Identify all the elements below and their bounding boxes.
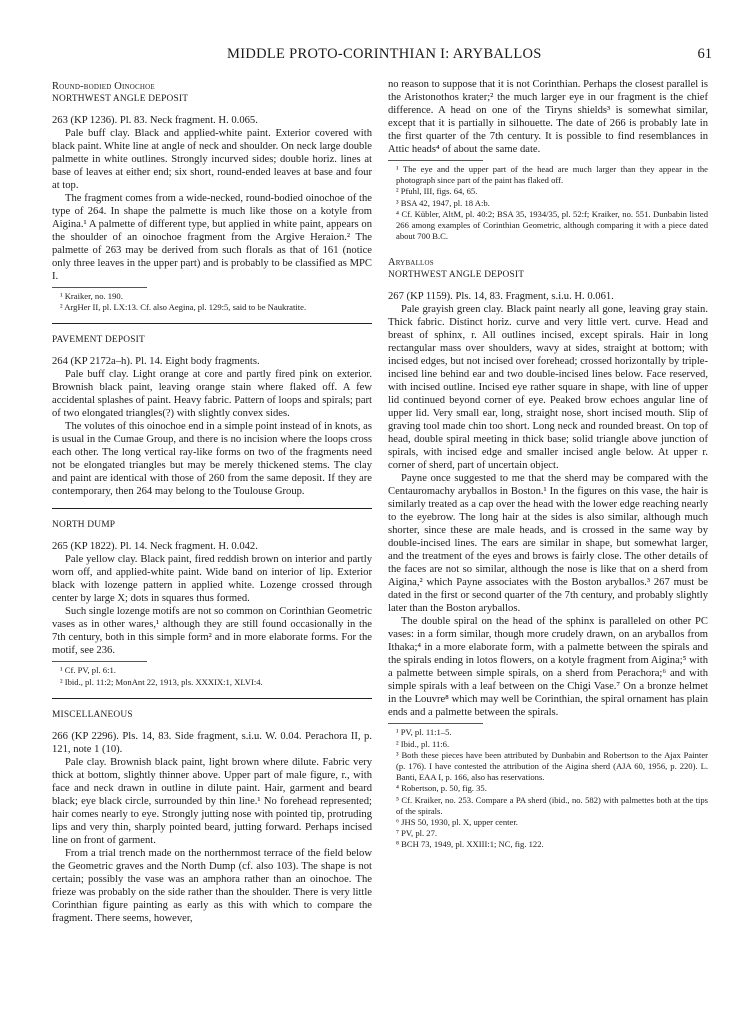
deposit-heading: NORTHWEST ANGLE DEPOSIT (52, 94, 189, 104)
footnote: ² ArgHer II, pl. LX:13. Cf. also Aegina, pl. 129:5, said to be Naukratite. (60, 302, 307, 313)
footnote: ⁸ BCH 73, 1949, pl. XXIII:1; NC, fig. 122. (396, 839, 544, 850)
footnote: ³ BSA 42, 1947, pl. 18 A:b. (396, 197, 490, 208)
divider (52, 323, 372, 324)
divider (52, 508, 372, 509)
divider (52, 698, 372, 699)
footnote: ¹ PV, pl. 11:1–5. (396, 727, 452, 738)
left-column (52, 80, 372, 925)
deposit-heading: MISCELLANEOUS (52, 709, 133, 720)
paragraph: Such single lozenge motifs are not so common on Corinthian Geometric vases as in other wares,¹ although they are still found occasionally in the 7th century, both in this simple form² and in more elaborate forms. For the motif, see 236. (52, 606, 372, 657)
paragraph: The volutes of this oinochoe end in a simple point instead of in knots, as is usual in the Cumae Group, and there is no incision where the loops cross each other. The long vertical ray-like forms on two of the fragments need not be elongated triangles but may be merely thickened stems. The clay and paint are identical with those of 260 from the same deposit. If they are contemporary, then 264 may belong to the Toulouse Group. (52, 421, 372, 498)
running-header (52, 46, 712, 66)
footnote: ² Ibid., pl. 11:6. (396, 738, 450, 749)
footnote: ⁴ Cf. Kübler, AltM, pl. 40:2; BSA 35, 1934/35, pl. 52:f; Kraiker, no. 551. Dunbabin listed 266 among examples of Corinthian Geometric, although comparing it with a piece dated about 700 B.C. (396, 208, 708, 242)
paragraph: The double spiral on the head of the sphinx is paralleled on other PC vases: in a form similar, though more crudely drawn, on an aryballos from Ithaka;⁴ in a more elaborate form, with a palmette between the spirals and the spirals ending in lotos flowers, on a kotyle fragment from Aigina;⁵ with a palmette between simple spirals, on a sherd from Perachora;⁶ and with simple spirals with a leaf between on the Chigi Vase.⁷ On a bronze helmet in the Louvre⁸ which may well be Corinthian, the spiral ornament has plain ends and a palmette between the spirals. (388, 616, 708, 719)
footnote: ² Pfuhl, III, figs. 64, 65. (396, 186, 478, 197)
deposit-heading: PAVEMENT DEPOSIT (52, 335, 145, 346)
footnote: ² Ibid., pl. 11:2; MonAnt 22, 1913, pls. XXXIX:1, XLVI:4. (60, 676, 263, 687)
section-heading: Round-bodied Oinochoe (52, 81, 155, 92)
running-title: MIDDLE PROTO-CORINTHIAN I: ARYBALLOS (227, 46, 542, 62)
footnote-rule (52, 661, 147, 662)
footnote: ⁵ Cf. Kraiker, no. 253. Compare a PA sherd (ibid., no. 582) with palmettes both at the tips of the spirals. (396, 794, 708, 816)
page-number: 61 (697, 46, 712, 62)
footnote: ¹ The eye and the upper part of the head are much larger than they appear in the photograph since part of the paint has flaked off. (396, 164, 708, 186)
footnote-rule (388, 723, 483, 724)
entry-heading: 267 (KP 1159). Pls. 14, 83. Fragment, s.i.u. H. 0.061. (388, 291, 614, 303)
footnote: ⁷ PV, pl. 27. (396, 828, 438, 839)
paragraph: Pale buff clay. Black and applied-white paint. Exterior covered with black paint. White line at angle of neck and shoulder. On neck large double palmette in white outlines. Strongly incurved sides; double horiz. lines at base of leaves at either end; six short, round-ended leaves at base and four at top. (52, 128, 372, 191)
paragraph: Pale yellow clay. Black paint, fired reddish brown on interior and partly worn off, and applied-white paint. Wide band on interior of lip. Exterior black with lozenge pattern in applied white. Lozenge crossed through center by large X; dots in squares thus formed. (52, 554, 372, 605)
paragraph: From a trial trench made on the northernmost terrace of the field below the Geometric graves and the North Dump (cf. also 103). The shape is not certain; possibly the vase was an amphora rather than an oinochoe. The frieze was probably on the side rather than the shoulder. There is very little Corinthian figure painting as early as this with which to compare the fragment. There seems, however, (52, 847, 372, 924)
deposit-heading: NORTH DUMP (52, 520, 116, 531)
paragraph: Pale clay. Brownish black paint, light brown where dilute. Fabric very thick at bottom, slightly thinner above. Upper part of male figure, r., with face and neck drawn in outline in dilute paint. Hair, garment and beard black; eye black circle, surrounded by thin line.¹ No forehead represented; hair comes nearly to eye. Strongly jutting nose with pointed tip, protruding lips and very thin, sharply pointed beard, jutting forward. Perhaps incised line on front of garment. (52, 756, 372, 846)
right-column (388, 78, 708, 851)
footnote-rule (52, 287, 147, 288)
deposit-heading: NORTHWEST ANGLE DEPOSIT (388, 270, 525, 281)
footnote: ⁶ JHS 50, 1930, pl. X, upper center. (396, 817, 518, 828)
paragraph: Payne once suggested to me that the sherd may be compared with the Centauromachy aryballos in Boston.¹ In the figures on this vase, the hair is similarly treated as a cap over the head with the lower edge reaching nearly to the eyebrow. The long hair at the sides is also similar, although much shorter, since these are male heads, and is crossed in the same way by double-incised lines. The ears are similar in shape, but somewhat larger, and the treatment of the eyes and brows is fairly close. The other details of the faces are not so similar, although the nose is like that on a sherd from Aigina,² which Payne associates with the Boston aryballos.³ 267 must be dated in the first or second quarter of the 7th century, and probably slightly later than the Boston aryballos. (388, 473, 708, 615)
footnote: ⁴ Robertson, p. 50, fig. 35. (396, 783, 487, 794)
paragraph: no reason to suppose that it is not Corinthian. Perhaps the closest parallel is the Aristonothos krater;² the much larger eye in our fragment is the chief difference. A head on one of the Tiryns shields³ is somewhat similar, except that it is partially in silhouette. The date of 266 is probably late in the first quarter of the 7th century. It is possible to find resemblances in Attic heads⁴ of about the same date. (388, 79, 708, 155)
footnote: ¹ Cf. PV, pl. 6:1. (60, 665, 116, 676)
entry-heading: 266 (KP 2296). Pls. 14, 83. Side fragment, s.i.u. W. 0.04. Perachora II, p. 121, note 1 (10). (52, 730, 372, 755)
entry-heading: 263 (KP 1236). Pl. 83. Neck fragment. H. 0.065. (52, 115, 258, 126)
entry-heading: 264 (KP 2172a–h). Pl. 14. Eight body fragments. (52, 356, 260, 368)
section-heading: Aryballos (388, 257, 434, 269)
entry-heading: 265 (KP 1822). Pl. 14. Neck fragment. H. 0.042. (52, 541, 258, 553)
footnote: ¹ Kraiker, no. 190. (60, 291, 123, 301)
paragraph: Pale buff clay. Light orange at core and partly fired pink on exterior. Brownish black paint, leaving orange stain where flaked off. A few accidental splashes of paint. Heavy fabric. Pattern of loops and spirals; part of two elongated triangles(?) with slightly convex sides. (52, 369, 372, 420)
footnote: ³ Both these pieces have been attributed by Dunbabin and Robertson to the Ajax Painter (p. 176). I have contested the attribution of the Aigina sherd (AJA 60, 1956, p. 220). L. Banti, EAA I, p. 166, also has reservations. (396, 749, 708, 783)
footnote-rule (388, 160, 483, 161)
paragraph: Pale grayish green clay. Black paint nearly all gone, leaving gray stain. Thick fabric. Distinct horiz. curve and very little vert. curve. Head and breast of sphinx, r. All outlines incised, except spirals. Hair in long rectangular mass over shoulders, wavy at sides, straight at bottom; with incised edges, but not incised over forehead; crossed horizontally by triple-incised line behind ear and two double-incised lines below. Face reserved, with incised outline. Incised eye rather square in shape, with line of upper lid continued beyond corner of eye. Peaked brow echoes angular line of upper lid. Very small ear, long, straight nose, short incised mouth. Slip of graving tool made chin too short. Long neck and rounded breast. On top of head, double spiral meeting in thick base; solid triangle above junction of spirals, with incised edge and smaller incised angle below. At upper r. corner of sherd, part of uncertain object. (388, 304, 708, 472)
paragraph: The fragment comes from a wide-necked, round-bodied oinochoe of the type of 264. In shape the palmette is much like those on a kotyle from Aigina.¹ A palmette of different type, but applied in white paint, appears on the shoulder of an oinochoe fragment from the Argive Heraion.² The palmette of 263 may be derived from such florals as that of 161 (notice only three leaves in the upper part) and is probably to be classified as MPC I. (52, 193, 372, 282)
